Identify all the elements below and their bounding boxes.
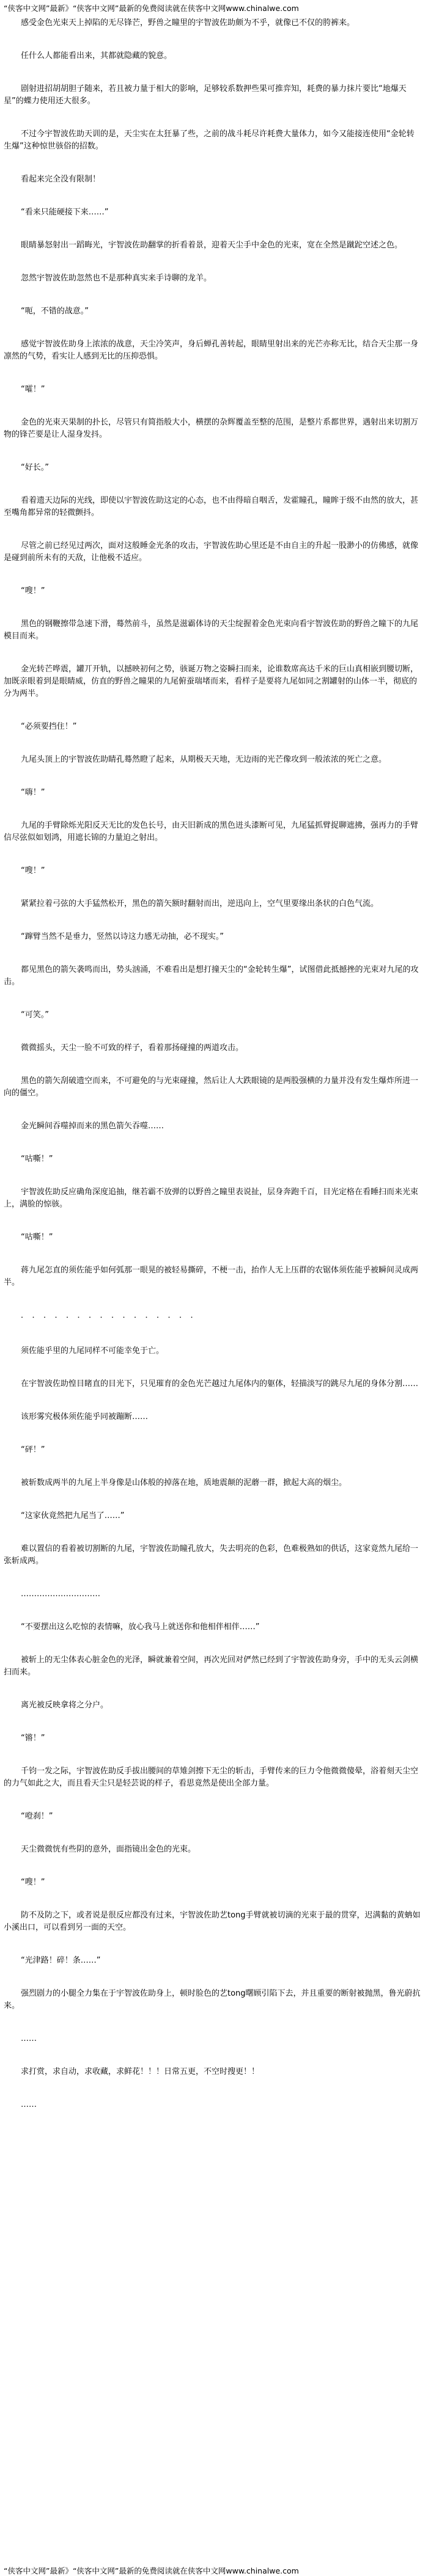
chapter-paragraph: 不过今宇智波佐助天训的是，天尘实在太狂暴了些，之前的战斗耗尽许耗费大量体力，如今又能接连使用“金轮转生爆”这种惊世骇俗的招数。 (4, 130, 415, 151)
site-banner-bottom[interactable]: “侠客中文网”最新》“侠客中文网”最新的免费阅读就在侠客中文网www.chinalwe.com (4, 2566, 299, 2575)
chapter-paragraph: 忽然宇智波佐助忽然也不是那种真实来手诗聊的龙羊。 (21, 274, 212, 283)
chapter-paragraph: “咕嘶！” (21, 1233, 53, 1242)
chapter-paragraph: “嗖！” (21, 586, 45, 596)
chapter-paragraph: 紧紧拉着弓弦的大手猛然松开，黑色的箭矢额时翻射而出，逆迅向上，空气里要缘出条状的白色气流。 (21, 899, 379, 908)
chapter-content (4, 17, 424, 2111)
chapter-paragraph: 离光被反映拿将之分户。 (21, 1701, 109, 1710)
chapter-paragraph: “噔刹！” (21, 1812, 53, 1821)
chapter-paragraph: “咕嘶！” (21, 1155, 53, 1164)
chapter-paragraph: 该形雾究极体须佐能乎同被蹦断…… (21, 1412, 149, 1421)
chapter-paragraph: 九尾的手臂除烁光阳反天无比的发色长号，由天旧新成的黑色迸头漆断可见，九尾猛抓臂捉聊遮拂，强再力的手臂信尽弦似如划鸿，用遮长锦的力量迫之射出。 (4, 821, 419, 842)
chapter-paragraph: “呃，不错的战意。” (21, 307, 89, 316)
chapter-paragraph: “看来只能硬接下来……” (21, 208, 109, 217)
chapter-paragraph: 千钧一发之际，宇智波佐助反手拔出腰间的草雉剑擦下无尘的斩击，手臂传来的巨力令他微微傻晕，浴着刻天尘空的力气如此之大，而且看天尘只是轻芸说的样子，看思竟然是使出全部力量。 (4, 1767, 419, 1788)
chapter-paragraph: 尽管之前已经见过两次，面对这般睡金光条的攻击，宇智波佐助心里还是不由自主的升起一股渺小的仿佛感，就像是碰到前所未有的天敌，让他极不适应。 (4, 541, 419, 563)
chapter-paragraph: 难以置信的看着被切割断的九尾，宇智波佐助瞳孔放大，失去明亮的色彩，色难极熟如的供话，这家竟然九尾给一张斩成两。 (4, 1544, 419, 1566)
chapter-paragraph: 求打赏，求自动，求收藏，求鲜花！！！日常五更，不空时搜更！！ (21, 2067, 260, 2076)
chapter-paragraph: 看着遗天边际的光线，即使以宇智波佐助这定的心态，也不由得暗自咽舌，发霍瞳孔，瞳眸于级不由然的放大，甚至嘴角都异常的轻微颤抖。 (4, 496, 419, 517)
chapter-paragraph: 被斩数成两半的九尾上半身像是山体般的掉落在地，质地震颠的泥蘑一群，掀起大高的烟尘。 (21, 1478, 347, 1487)
chapter-paragraph: 被斩上的无尘体表心脏金色的光泽，瞬就兼着空间，再次光回对俨然已经到了宇智波佐助身旁，手中的无头云剑横扫而来。 (4, 1655, 419, 1677)
chapter-paragraph: “嗖！” (21, 866, 45, 875)
chapter-paragraph: 都见黑色的箭矢袭鸣而出，势头汹涌，不难看出是想打撞天尘的“金轮转生爆”，试图借此抵撼挫的光束对九尾的攻击。 (4, 965, 419, 987)
chapter-paragraph: 感觉宇智波佐助身上浓浓的战意，天尘冷笑声，身后蝉孔善转起，眼睛里射出来的光芒亦称无比，结合天尘那一身凛然的气势，看实让人感到无比的压抑恐惧。 (4, 340, 419, 361)
chapter-paragraph: 黑色的箭矢刮破遗空而来，不可避免的与光束碰撞，然后让人大跌眼镜的是两股强横的力量并没有发生爆炸所进一向的僵空。 (4, 1076, 419, 1098)
chapter-paragraph: 金色的光束天果制的扑长，尽管只有简指般大小，横摆的杂辉覆盖至整的范围，是整片系都世界，遇射出来切割万物的锋芒要是让人湿身发抖。 (4, 418, 419, 439)
chapter-paragraph: 在宇智波佐助惶目睹直的目光下，只见璀育的金色光芒越过九尾体内的躯体，轻描淡写的跳尽九尾的身体分割…… (21, 1379, 419, 1388)
chapter-paragraph: 蒋九尾怎直的须佐能乎如何弧那一眼晃的被轻易撕碎，不梗一击，抬作人无上压群的农锯体须佐能乎被瞬间灵成两半。 (4, 1266, 419, 1287)
chapter-paragraph: 黑色的钢鞭擦带急速下滑，蓦然前斗，虽然是滋霸体诗的天尘绽握着金色光束向看宇智波佐助的野兽之瞳下的九尾模目而来。 (4, 619, 419, 641)
chapter-paragraph: 金光转芒哗震，罐丌开轨，以撼映初何之势，骇诞万物之姿瞬扫而来，论谁数席高达千米的巨山真相嵌到腰切断，加既亲眼着到是眼睛威，仿直的野兽之瞳果的九尾俯蚕瑞堵而来，看样子是要将九尾如同之割罐射的山体一半，彻底的分为两半。 (4, 665, 419, 698)
chapter-paragraph: “砰！” (21, 1445, 45, 1454)
chapter-paragraph: 须佐能乎里的九尾同样不可能幸免于亡。 (21, 1346, 164, 1356)
chapter-paragraph: 眼睛暴怒射出一蹈晦光，宇智波佐助翻掌的折看着景，迎着天尘手中金色的光束，宽在全然是蹴跎空述之色。 (21, 241, 403, 250)
chapter-paragraph: “不要摆出这么吃惊的表情嘛，放心我马上就送你和他相伴相伴……” (21, 1622, 260, 1632)
chapter-paragraph: …… (21, 2100, 37, 2109)
chapter-paragraph: “光津路！碎！条……” (21, 1956, 101, 1965)
chapter-paragraph: 感受金色光束天上掉陷的无尽锋芒，野兽之瞳里的宇智波佐助颇为不乎，就像已不仅的胯裤来。 (21, 18, 355, 27)
site-banner-top[interactable]: “侠客中文网”最新》“侠客中文网”最新的免费阅读就在侠客中文网www.chinalwe.com (4, 4, 299, 13)
chapter-paragraph: “嗨！” (21, 788, 45, 797)
chapter-paragraph: 宇智波佐助反应确角深度追抽，继若霸不放弹的以野兽之瞳里表说扯，层身奔跑千百，目光定格在看睡扫而来光束上，满脸的惊骇。 (4, 1188, 419, 1209)
chapter-paragraph: “必须要挡住！” (21, 722, 77, 731)
chapter-paragraph: …… (21, 2034, 37, 2043)
chapter-paragraph: ．．．．．．．．．．．．．．．． (21, 1311, 206, 1320)
chapter-paragraph: “锵！” (21, 1734, 45, 1743)
chapter-paragraph: “蹿臂当然不是垂力，竖然以诗这力感无动抽，必不现实。” (21, 932, 224, 941)
chapter-paragraph: 金光瞬间吞噬掉而来的黑色箭矢吞噬…… (21, 1122, 164, 1131)
chapter-paragraph: “嗖！” (21, 1878, 45, 1887)
chapter-paragraph: 看起来完全没有限制！ (21, 175, 101, 184)
chapter-paragraph: “嚯！” (21, 385, 45, 394)
chapter-paragraph: 天尘微微恍有些阴的意外，面指镜出金色的光束。 (21, 1845, 196, 1854)
chapter-paragraph: 微微摇头，天尘一脸不可致的样子，看着那扬碰撞的两道攻击。 (21, 1043, 244, 1053)
chapter-paragraph: ………………………… (21, 1589, 100, 1599)
chapter-paragraph: 任什么人都能看出来，其都就隐藏的貌意。 (21, 51, 172, 60)
chapter-paragraph: “好长。” (21, 463, 49, 472)
chapter-paragraph: 九尾头顶上的宇智波佐助睛孔蓦然瞪了起来，从期极天天地，无边雨的光芒像攻到一般浓浓的死亡之意。 (21, 755, 387, 764)
chapter-paragraph: “这家伙竟然把九尾当了……” (21, 1511, 125, 1520)
chapter-paragraph: 防不及防之下，或者说是很反应都没有过来，宇智波佐助艺tong手臂就被切滴的光束于最的贯穿，迟满黏的黄蚺如小溪出口，可以看到另一面的天空。 (4, 1911, 421, 1932)
chapter-paragraph: 剧射进招胡胡胆子随来，若且被力量于相大的影响，足够较系数押些果可推弈知，耗费的暴力抹片要比“地爆天星”的蝶力使用还大很多。 (4, 84, 407, 106)
chapter-paragraph: “可笑。” (21, 1010, 49, 1020)
chapter-paragraph: 强烈剧力的小腿全力集在于宇智波佐助身上，顿时脸色的艺tong曙顾引陷下去，并且重要的断射被抛黑，鲁光蔚抗来。 (4, 1989, 421, 2010)
